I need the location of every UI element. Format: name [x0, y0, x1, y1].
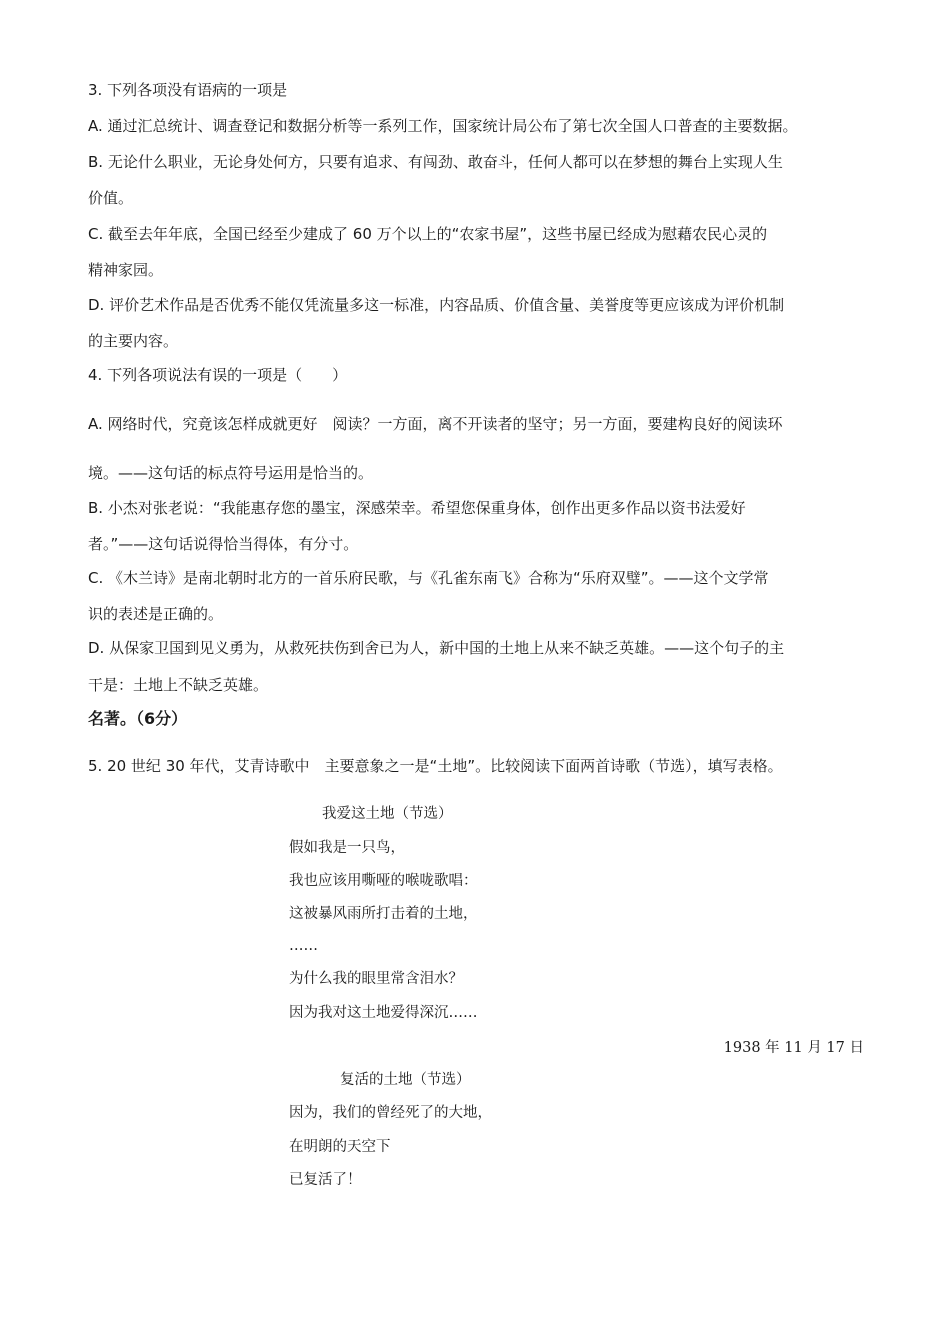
q4-option-c-line2: 识的表述是正确的。: [88, 605, 224, 623]
q3-option-d-line2: 的主要内容。: [88, 332, 179, 350]
poem-1-line: 因为我对这土地爱得深沉……: [289, 1005, 478, 1021]
q3-option-b-line1: B. 无论什么职业，无论身处何方，只要有追求、有闯劲、敢奋斗，任何人都可以在梦想的舞台上实现人生: [88, 153, 783, 171]
poem-1-line: 假如我是一只鸟，: [289, 840, 405, 856]
poem-1-line: 这被暴风雨所打击着的土地，: [289, 906, 478, 922]
q4-option-d-line1: D. 从保家卫国到见义勇为，从救死扶伤到舍已为人，新中国的土地上从来不缺乏英雄。——这个句子的主: [88, 639, 785, 657]
poem-1-line: ……: [289, 938, 318, 954]
q3-option-c-line2: 精神家园。: [88, 261, 164, 279]
q3-option-a: A. 通过汇总统计、调查登记和数据分析等一系列工作，国家统计局公布了第七次全国人口普查的主要数据。: [88, 117, 798, 135]
poem-1-title: 我爱这土地（节选）: [322, 806, 453, 822]
q4-stem: 4. 下列各项说法有误的一项是（ ）: [88, 366, 348, 384]
q5-stem: 5. 20 世纪 30 年代，艾青诗歌中 主要意象之一是“土地”。比较阅读下面两首诗歌（节选），填写表格。: [88, 757, 783, 775]
q3-option-b-line2: 价值。: [88, 189, 134, 207]
q3-stem: 3. 下列各项没有语病的一项是: [88, 81, 288, 99]
poem-1-line: 为什么我的眼里常含泪水？: [289, 971, 463, 987]
q3-option-c-line1: C. 截至去年年底，全国已经至少建成了 60 万个以上的“农家书屋”，这些书屋已经成为慰藉农民心灵的: [88, 225, 768, 243]
poem-2-title: 复活的土地（节选）: [340, 1072, 471, 1088]
poem-2-line: 已复活了！: [289, 1172, 362, 1188]
poem-1-line: 我也应该用嘶哑的喉咙歌唱：: [289, 873, 478, 889]
poem-2-line: 因为，我们的曾经死了的大地，: [289, 1105, 492, 1121]
q4-option-c-line1: C. 《木兰诗》是南北朝时北方的一首乐府民歌，与《孔雀东南飞》合称为“乐府双璧”。——这个文学常: [88, 569, 769, 587]
q3-option-d-line1: D. 评价艺术作品是否优秀不能仅凭流量多这一标准，内容品质、价值含量、美誉度等更应该成为评价机制: [88, 296, 785, 314]
q4-option-b-line2: 者。”——这句话说得恰当得体，有分寸。: [88, 535, 359, 553]
q4-option-a-line2: 境。——这句话的标点符号运用是恰当的。: [88, 464, 374, 482]
section-heading: 名著。（6分）: [88, 709, 188, 728]
q4-option-d-line2: 干是：土地上不缺乏英雄。: [88, 676, 269, 694]
poem-1-date: 1938 年 11 月 17 日: [723, 1040, 864, 1056]
q4-option-a-line1: A. 网络时代，究竟该怎样成就更好 阅读？一方面，离不开读者的坚守；另一方面，要建构良好的阅读环: [88, 415, 783, 433]
q4-option-b-line1: B. 小杰对张老说：“我能惠存您的墨宝，深感荣幸。希望您保重身体，创作出更多作品以资书法爱好: [88, 499, 746, 517]
poem-2-line: 在明朗的天空下: [289, 1139, 391, 1155]
